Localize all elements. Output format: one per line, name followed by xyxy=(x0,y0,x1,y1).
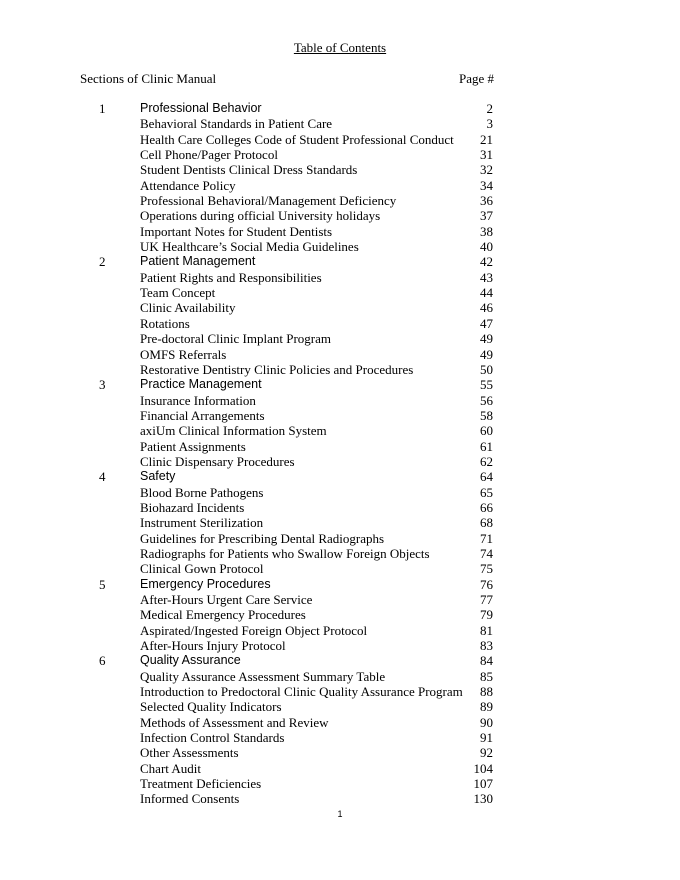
entry-page-number: 74 xyxy=(480,545,493,561)
toc-entry-row xyxy=(0,270,680,285)
entry-page-number: 90 xyxy=(480,714,493,730)
toc-entry-row xyxy=(0,362,680,377)
entry-title: Instrument Sterilization xyxy=(140,515,264,531)
entry-page-number: 34 xyxy=(480,177,493,193)
toc-entry-row xyxy=(0,454,680,469)
toc-entry-row xyxy=(0,439,680,454)
entry-title: Patient Rights and Responsibilities xyxy=(140,269,322,285)
entry-page-number: 50 xyxy=(480,361,493,377)
entry-page-number: 32 xyxy=(480,162,493,178)
toc-entry-row xyxy=(0,224,680,239)
entry-page-number: 104 xyxy=(473,760,493,776)
entry-title: After-Hours Injury Protocol xyxy=(140,638,286,654)
section-number: 5 xyxy=(99,576,106,592)
toc-entry-row xyxy=(0,500,680,515)
toc-entry-row xyxy=(0,531,680,546)
entry-title: Quality Assurance Assessment Summary Table xyxy=(140,668,386,684)
entry-title: Insurance Information xyxy=(140,392,256,408)
entry-title: Operations during official University holidays xyxy=(140,208,381,224)
toc-entry-row xyxy=(0,791,680,806)
header-page-label: Page # xyxy=(459,71,495,86)
entry-page-number: 79 xyxy=(480,607,493,623)
entry-page-number: 46 xyxy=(480,300,493,316)
entry-title: Safety xyxy=(140,469,176,484)
entry-title: Biohazard Incidents xyxy=(140,499,245,515)
entry-title: Quality Assurance xyxy=(140,653,241,668)
entry-title: Pre-doctoral Clinic Implant Program xyxy=(140,331,331,347)
entry-page-number: 61 xyxy=(480,438,493,454)
entry-title: Important Notes for Student Dentists xyxy=(140,223,333,239)
toc-entry-row xyxy=(0,745,680,760)
entry-title: UK Healthcare’s Social Media Guidelines xyxy=(140,239,359,255)
entry-page-number: 37 xyxy=(480,208,493,224)
entry-title: Infection Control Standards xyxy=(140,730,285,746)
toc-entry-row xyxy=(0,699,680,714)
entry-page-number: 81 xyxy=(480,622,493,638)
entry-page-number: 83 xyxy=(480,638,493,654)
entry-title: Aspirated/Ingested Foreign Object Protocol xyxy=(140,622,368,638)
entry-page-number: 49 xyxy=(480,346,493,362)
entry-title: OMFS Referrals xyxy=(140,346,227,362)
entry-page-number: 64 xyxy=(480,469,493,485)
entry-page-number: 2 xyxy=(486,101,493,116)
entry-title: Restorative Dentistry Clinic Policies and Procedures xyxy=(140,361,414,377)
entry-title: Treatment Deficiencies xyxy=(140,776,262,792)
entry-page-number: 130 xyxy=(473,791,493,807)
entry-title: Practice Management xyxy=(140,377,262,392)
entry-title: Emergency Procedures xyxy=(140,576,271,591)
entry-title: Guidelines for Prescribing Dental Radiographs xyxy=(140,530,385,546)
entry-page-number: 31 xyxy=(480,147,493,163)
toc-entry-row xyxy=(0,300,680,315)
entry-title: Health Care Colleges Code of Student Professional Conduct xyxy=(140,131,454,147)
table-of-contents xyxy=(0,101,680,807)
entry-page-number: 56 xyxy=(480,392,493,408)
toc-entry-row xyxy=(0,316,680,331)
toc-entry-row xyxy=(0,178,680,193)
toc-entry-row xyxy=(0,347,680,362)
entry-title: Rotations xyxy=(140,315,190,331)
entry-title: Chart Audit xyxy=(140,760,202,776)
entry-title: Professional Behavioral/Management Deficiency xyxy=(140,193,397,209)
section-number: 6 xyxy=(99,653,106,669)
toc-entry-row xyxy=(0,208,680,223)
entry-title: Informed Consents xyxy=(140,791,240,807)
toc-entry-row xyxy=(0,408,680,423)
toc-entry-row xyxy=(0,776,680,791)
entry-title: Team Concept xyxy=(140,285,216,301)
footer-page-number: 1 xyxy=(337,809,343,819)
toc-entry-row xyxy=(0,669,680,684)
toc-entry-row xyxy=(0,592,680,607)
toc-entry-row xyxy=(0,623,680,638)
toc-entry-row xyxy=(0,730,680,745)
toc-entry-row xyxy=(0,684,680,699)
entry-title: Patient Management xyxy=(140,254,256,269)
entry-page-number: 38 xyxy=(480,223,493,239)
toc-entry-row xyxy=(0,715,680,730)
entry-page-number: 49 xyxy=(480,331,493,347)
toc-section-row xyxy=(0,101,680,116)
entry-page-number: 60 xyxy=(480,423,493,439)
entry-page-number: 107 xyxy=(473,776,493,792)
entry-page-number: 3 xyxy=(486,116,493,132)
toc-entry-row xyxy=(0,193,680,208)
entry-page-number: 68 xyxy=(480,515,493,531)
entry-title: Attendance Policy xyxy=(140,177,236,193)
entry-page-number: 62 xyxy=(480,453,493,469)
entry-page-number: 92 xyxy=(480,745,493,761)
toc-entry-row xyxy=(0,638,680,653)
entry-title: Medical Emergency Procedures xyxy=(140,607,306,623)
entry-page-number: 85 xyxy=(480,668,493,684)
entry-page-number: 42 xyxy=(480,254,493,270)
entry-page-number: 91 xyxy=(480,730,493,746)
toc-entry-row xyxy=(0,147,680,162)
entry-page-number: 88 xyxy=(480,684,493,700)
entry-page-number: 66 xyxy=(480,499,493,515)
entry-title: Clinical Gown Protocol xyxy=(140,561,264,577)
toc-entry-row xyxy=(0,162,680,177)
entry-title: Financial Arrangements xyxy=(140,407,265,423)
toc-section-row xyxy=(0,577,680,592)
entry-title: Patient Assignments xyxy=(140,438,246,454)
toc-entry-row xyxy=(0,393,680,408)
entry-title: Clinic Availability xyxy=(140,300,236,316)
toc-entry-row xyxy=(0,423,680,438)
entry-title: Introduction to Predoctoral Clinic Quality Assurance Program xyxy=(140,684,463,700)
toc-entry-row xyxy=(0,607,680,622)
entry-page-number: 89 xyxy=(480,699,493,715)
section-number: 2 xyxy=(99,254,106,270)
entry-page-number: 55 xyxy=(480,377,493,393)
toc-entry-row xyxy=(0,285,680,300)
page-title: Table of Contents xyxy=(293,40,387,55)
toc-entry-row xyxy=(0,116,680,131)
entry-page-number: 58 xyxy=(480,407,493,423)
entry-title: Selected Quality Indicators xyxy=(140,699,282,715)
entry-title: axiUm Clinical Information System xyxy=(140,423,327,439)
toc-section-row xyxy=(0,653,680,668)
entry-title: Blood Borne Pathogens xyxy=(140,484,264,500)
toc-section-row xyxy=(0,254,680,269)
entry-page-number: 36 xyxy=(480,193,493,209)
entry-title: After-Hours Urgent Care Service xyxy=(140,592,313,607)
entry-page-number: 44 xyxy=(480,285,493,301)
section-number: 4 xyxy=(99,469,106,485)
entry-title: Cell Phone/Pager Protocol xyxy=(140,147,278,163)
entry-title: Professional Behavior xyxy=(140,101,262,115)
entry-page-number: 43 xyxy=(480,269,493,285)
entry-page-number: 47 xyxy=(480,315,493,331)
entry-title: Student Dentists Clinical Dress Standards xyxy=(140,162,358,178)
entry-title: Behavioral Standards in Patient Care xyxy=(140,116,333,132)
entry-title: Radiographs for Patients who Swallow Foreign Objects xyxy=(140,545,430,561)
toc-section-row xyxy=(0,377,680,392)
header-sections-label: Sections of Clinic Manual xyxy=(80,71,217,86)
section-number: 1 xyxy=(99,101,106,116)
entry-page-number: 71 xyxy=(480,530,493,546)
toc-entry-row xyxy=(0,561,680,576)
toc-entry-row xyxy=(0,331,680,346)
toc-entry-row xyxy=(0,132,680,147)
entry-title: Clinic Dispensary Procedures xyxy=(140,453,295,469)
toc-section-row xyxy=(0,469,680,484)
toc-entry-row xyxy=(0,546,680,561)
toc-entry-row xyxy=(0,485,680,500)
toc-entry-row xyxy=(0,239,680,254)
toc-entry-row xyxy=(0,761,680,776)
toc-entry-row xyxy=(0,515,680,530)
entry-page-number: 84 xyxy=(480,653,493,669)
entry-page-number: 65 xyxy=(480,484,493,500)
entry-title: Methods of Assessment and Review xyxy=(140,714,329,730)
entry-page-number: 76 xyxy=(480,576,493,592)
entry-page-number: 40 xyxy=(480,239,493,255)
entry-page-number: 75 xyxy=(480,561,493,577)
entry-title: Other Assessments xyxy=(140,745,239,761)
section-number: 3 xyxy=(99,377,106,393)
entry-page-number: 77 xyxy=(480,592,493,607)
entry-page-number: 21 xyxy=(480,131,493,147)
